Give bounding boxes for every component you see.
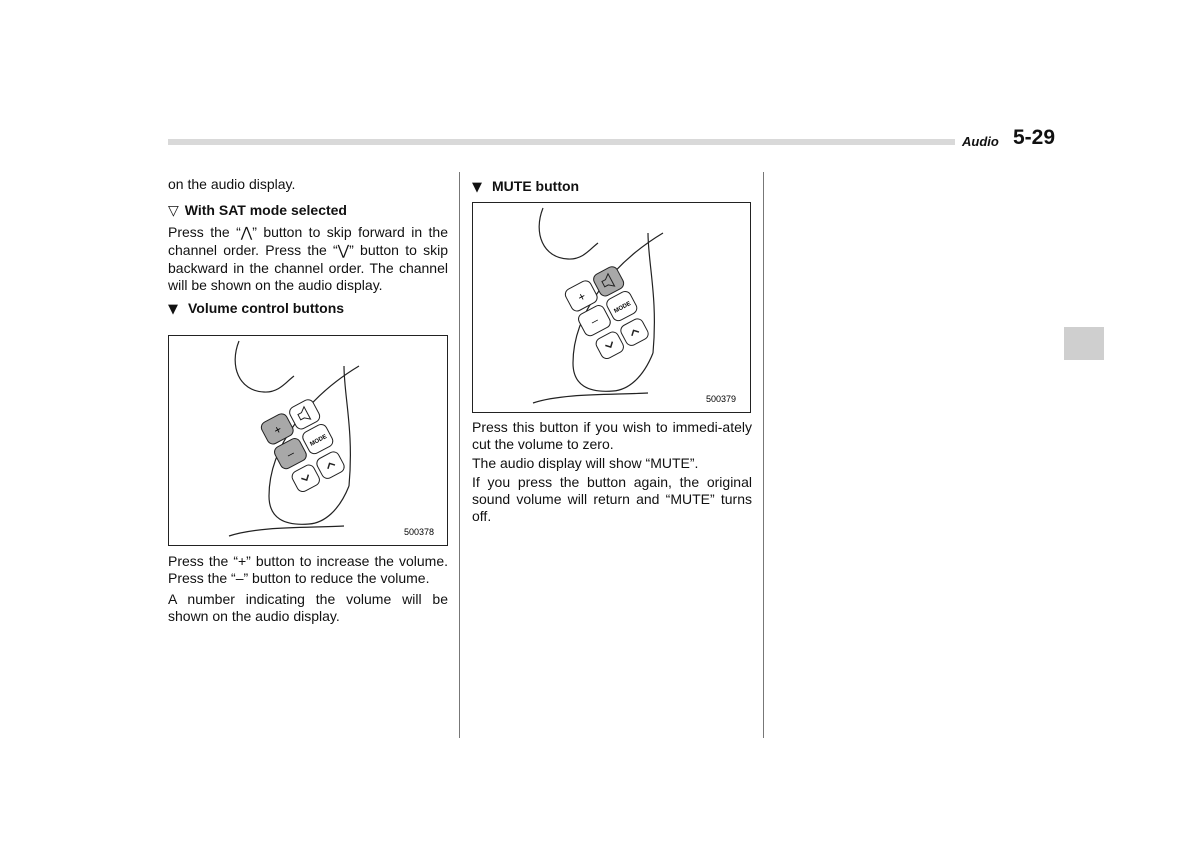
triangle-down-outline-icon: ▽ [168, 203, 179, 219]
plus-label: + [575, 288, 589, 305]
section-label: Audio [962, 134, 999, 149]
down-button [594, 330, 626, 361]
volume-paragraph-2: A number indicating the volume will be shown on the audio display. [168, 591, 448, 624]
page-number: 5-29 [1013, 126, 1056, 149]
header-bar [168, 139, 955, 145]
mute-paragraph-1: Press this button if you wish to immedi-ately cut the volume to zero. [472, 419, 752, 452]
minus-label: – [588, 312, 601, 329]
volume-paragraph-1: Press the “+” button to increase the volume. Press the “–” button to reduce the volume. [168, 553, 448, 586]
mode-label: MODE [309, 433, 329, 448]
chevron-down-icon: ⋁ [337, 243, 350, 259]
continuation-text: on the audio display. [168, 176, 296, 192]
right-column [472, 178, 752, 202]
up-button [619, 317, 651, 348]
volume-heading-text: Volume control buttons [188, 300, 345, 316]
down-button [290, 463, 322, 494]
mode-label: MODE [613, 300, 633, 315]
right-column-bottom [472, 419, 752, 529]
column-divider-2 [763, 172, 764, 738]
mute-heading-text: MUTE button [492, 178, 580, 194]
sat-mode-heading [168, 202, 448, 220]
mute-heading [472, 178, 752, 196]
volume-heading [168, 300, 448, 318]
triangle-down-filled-icon: ▼ [168, 302, 178, 317]
mute-figure [472, 202, 751, 413]
minus-label: – [284, 445, 297, 462]
mute-paragraph-2: The audio display will show “MUTE”. [472, 455, 699, 471]
mute-paragraph-3: If you press the button again, the original sound volume will return and “MUTE” turns off. [472, 474, 752, 524]
volume-figure [168, 335, 448, 546]
chapter-side-tab [1064, 327, 1104, 360]
figure-id-500378: 500378 [404, 527, 435, 537]
figure-id-500379: 500379 [706, 394, 737, 404]
column-divider-1 [459, 172, 460, 738]
plus-label: + [271, 421, 285, 438]
left-column-bottom [168, 553, 448, 629]
chevron-up-icon: ⋀ [240, 225, 253, 241]
up-button [315, 450, 347, 481]
sat-mode-heading-text: With SAT mode selected [184, 202, 347, 218]
left-column [168, 176, 448, 324]
sat-mode-paragraph: Press the “⋀” button to skip forward in the channel order. Press the “⋁” button to skip backward in the channel order. The channel will be shown on the audio display. [168, 224, 449, 293]
triangle-down-filled-icon: ▼ [472, 180, 482, 195]
